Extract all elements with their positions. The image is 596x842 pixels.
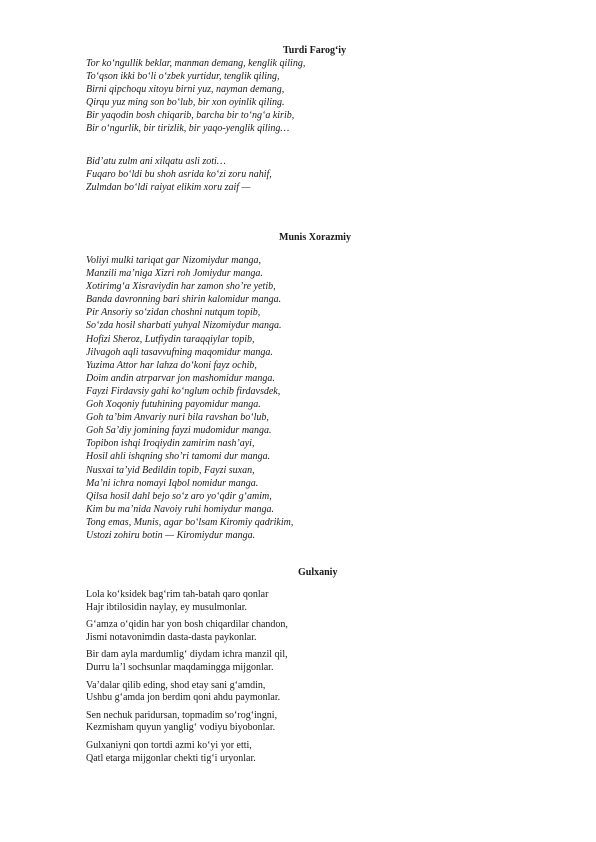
poem-line: Bir dam ayla mardumlig‘ diydam ichra manzil qil, <box>86 649 288 661</box>
poem-line: Manzili ma’niga Xizri roh Jomiydur manga. <box>86 268 263 280</box>
poem-line: Zulmdan bo‘ldi raiyat elikim xoru zaif — <box>86 182 251 194</box>
poem-line: Goh Sa’diy jomining fayzi mudomidur manga. <box>86 425 272 437</box>
stanza <box>86 619 556 644</box>
poem-line: Fayzi Firdavsiy gahi ko‘nglum ochib firdavsdek, <box>86 385 281 397</box>
stanza <box>86 740 556 765</box>
poem-body <box>86 57 556 141</box>
poem-body <box>86 155 556 199</box>
stanza <box>86 710 556 735</box>
poem-line: Xotirimg‘a Xisraviydin har zamon sho’re yetib, <box>86 281 276 293</box>
poem-title: Munis Xorazmiy <box>279 232 351 243</box>
stanza <box>86 680 556 705</box>
poem-line: Va’dalar qilib eding, shod etay sani g‘amdin, <box>86 679 266 691</box>
poem-body <box>86 254 556 547</box>
poem-line: Gulxaniyni qon tortdi azmi ko‘yi yor etti, <box>86 739 252 751</box>
poem-line: Qirqu yuz ming son bo‘lub, bir xon oyinlik qiling. <box>86 97 285 109</box>
poem-line: Fuqaro bo‘ldi bu shoh asrida ko‘zi zoru nahif, <box>86 169 272 181</box>
stanza <box>86 589 556 614</box>
stanza <box>86 254 556 542</box>
poem-line: Jilvagoh aqli tasavvufning maqomidur manga. <box>86 346 273 358</box>
poem-line: Sen nechuk paridursan, topmadim so‘rog‘ingni, <box>86 709 278 721</box>
poem-line: Yuzima Attor har lahza do‘koni fayz ochib, <box>86 359 257 371</box>
stanza <box>86 57 556 136</box>
poem-line: Banda davronning bari shirin kalomidur manga. <box>86 294 282 306</box>
poem-line: Bid’atu zulm ani xilqatu asli zoti… <box>86 156 226 167</box>
poem-line: Ushbu g‘amda jon berdim qoni ahdu paymonlar. <box>86 692 281 704</box>
poem-line: Kezmisham quyun yanglig‘ vodiyu biyobonlar. <box>86 722 276 734</box>
poem-line: Jismi notavonimdin dasta-dasta paykonlar. <box>86 631 257 643</box>
poem-line: Pir Ansoriy so‘zidan choshni nutqum topib, <box>86 307 261 319</box>
poem-line: Durru la’l sochsunlar maqdamingga mijgonlar. <box>86 661 274 673</box>
poem-line: Topibon ishqi Iroqiydin zamirim nash’ayi, <box>86 438 255 450</box>
stanza <box>86 155 556 194</box>
stanza <box>86 649 556 674</box>
poem-line: G‘amza o‘qidin har yon bosh chiqardilar chandon, <box>86 619 288 631</box>
poem-line: Ma’ni ichra nomayi Iqbol nomidur manga. <box>86 477 259 489</box>
poem-line: Goh Xoqoniy futuhining payomidur manga. <box>86 399 261 411</box>
poem-line: Bir yaqodin bosh chiqarib, barcha bir to‘ng‘a kirib, <box>86 110 295 122</box>
poem-body <box>86 589 556 770</box>
poem-line: Ustozi zohiru botin — Kiromiydur manga. <box>86 529 256 541</box>
poem-line: Bir o‘ngurlik, bir tirizlik, bir yaqo-yenglik qiling… <box>86 123 290 135</box>
poem-line: Kim bu ma’nida Navoiy ruhi homiydur manga. <box>86 503 275 515</box>
poem-title: Gulxaniy <box>298 567 338 578</box>
poem-line: To‘qson ikki bo‘li o‘zbek yurtidur, tenglik qiling, <box>86 71 280 83</box>
poem-line: Nusxai ta’yid Bedildin topib, Fayzi suxan, <box>86 464 255 476</box>
poem-line: So‘zda hosil sharbati yuhyal Nizomiydur manga. <box>86 320 282 332</box>
poem-line: Voliyi mulki tariqat gar Nizomiydur manga, <box>86 255 261 266</box>
poem-line: Doim andin atrparvar jon mashomidur manga. <box>86 372 275 384</box>
poem-line: Lola ko‘ksidek bag‘rim tah-batah qaro qonlar <box>86 589 269 600</box>
poem-line: Qilsa hosil dahl bejo so‘z aro yo‘qdir g‘amim, <box>86 490 272 502</box>
poem-line: Tor ko‘ngullik beklar, manman demang, kenglik qiling, <box>86 58 306 69</box>
poem-line: Tong emas, Munis, agar bo‘lsam Kiromiy qadrikim, <box>86 516 294 528</box>
poem-line: Hajr ibtilosidin naylay, ey musulmonlar. <box>86 601 247 613</box>
poem-line: Hofizi Sheroz, Lutfiydin taraqqiylar topib, <box>86 333 255 345</box>
poem-line: Qatl etarga mijgonlar chekti tig‘i uryonlar. <box>86 752 256 764</box>
poem-title: Turdi Farog‘iy <box>283 45 347 56</box>
poem-line: Goh ta’bim Anvariy nuri bila ravshan bo‘lub, <box>86 412 269 424</box>
poem-line: Hosil ahli ishqning sho’ri tamomi dur manga. <box>86 451 271 463</box>
poem-line: Birni qipchoqu xitoyu birni yuz, nayman demang, <box>86 84 285 96</box>
